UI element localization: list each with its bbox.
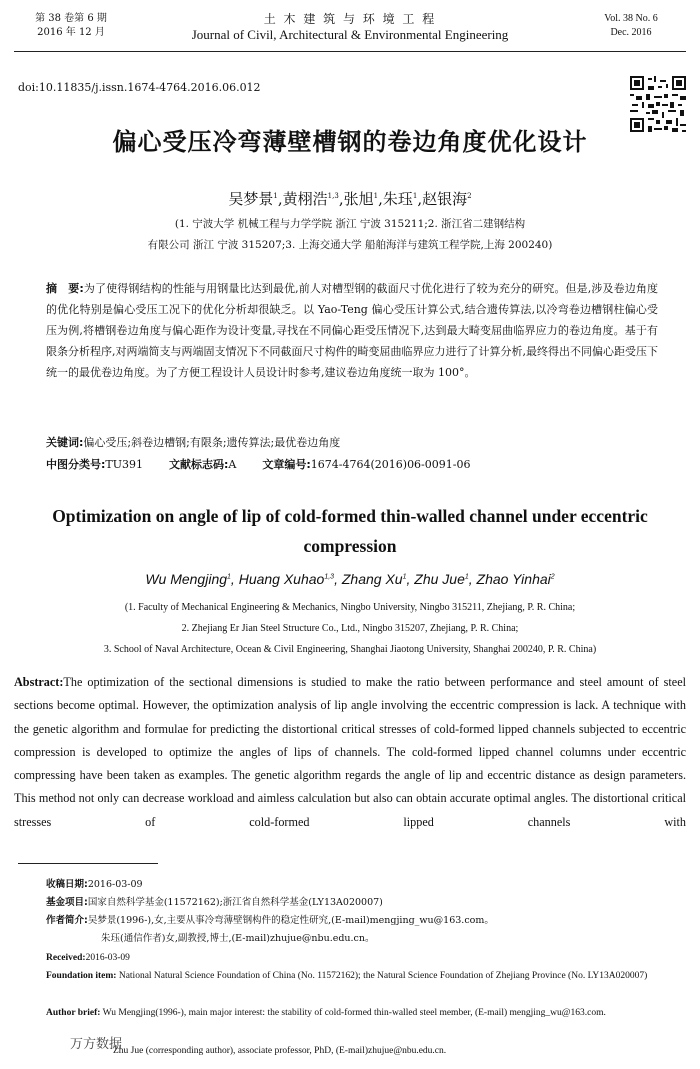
author-bio-value: 吴梦景(1996-),女,主要从事冷弯薄壁钢构件的稳定性研究,(E-mail)mengjing_wu@163.com。 bbox=[87, 915, 494, 926]
author-sup: 1 bbox=[227, 573, 231, 581]
author-cn: 赵银海 bbox=[422, 190, 468, 208]
footnote-fund bbox=[46, 895, 686, 910]
abstract-cn-text: 为了使得钢结构的性能与用钢量比达到最优,前人对槽型钢的截面尺寸优化进行了较为充分的研究。但是,涉及卷边角度的优化特别是偏心受压工况下的优化分析却很缺乏。以 Yao-Teng 偏心受压计算公式,结合遗传算法,以冷弯卷边槽钢柱偏心受压为例,将槽钢卷边角度与偏心距作为设计变量,寻找在不同偏心距受压情况下,达到最大畸变屈曲临界应力的卷边角度。基于有限条分析程序,对两端简支与两端固支情况下不同截面尺寸构件的畸变屈曲临界应力进行了计算分析,最终得出不同偏心距受压下统一的最优卷边角度。为了方便工程设计人员设计时参考,建议卷边角度统一取为 100°。 bbox=[46, 282, 658, 379]
received-en-label: Received: bbox=[46, 953, 86, 963]
article-number-label: 文章编号: bbox=[262, 458, 311, 471]
author-sup: 1 bbox=[464, 573, 469, 581]
journal-name-cn: 土 木 建 筑 与 环 境 工 程 bbox=[263, 12, 437, 26]
affiliation-line: (1. Faculty of Mechanical Engineering & Mechanics, Ningbo University, Ningbo 315211, Zhejiang, P. R. China; bbox=[124, 602, 576, 613]
footnote-author bbox=[46, 913, 686, 928]
brief-en-value-2: Zhu Jue (corresponding author), associate professor, PhD, (E-mail)zhujue@nbu.edu.cn. bbox=[113, 1046, 447, 1056]
affiliations-en bbox=[0, 597, 700, 660]
author-sup: 1 bbox=[402, 573, 407, 581]
footnote-brief-en bbox=[46, 1006, 686, 1021]
authors-cn: 吴梦景$^1$,黄栩浩$^{1,3}$,张旭$^1$,朱珏$^1$,赵银海$^2$ bbox=[228, 190, 472, 208]
abstract-cn-label: 摘 要: bbox=[46, 282, 84, 295]
classification-line bbox=[46, 455, 658, 475]
fund-value: 国家自然科学基金(11572162);浙江省自然科学基金(LY13A020007) bbox=[87, 897, 383, 908]
author-en: Zhang Xu bbox=[341, 571, 403, 587]
keywords-cn bbox=[46, 433, 658, 453]
author-sup: 1 bbox=[373, 192, 379, 200]
volume-issue-en: Vol. 38 No. 6 bbox=[604, 13, 658, 24]
author-en: Zhao Yinhai bbox=[476, 571, 551, 587]
author-sup: 1 bbox=[412, 192, 418, 200]
header-rule bbox=[14, 51, 686, 52]
clc-label: 中图分类号: bbox=[46, 458, 106, 471]
affiliations-cn bbox=[60, 214, 640, 256]
author-en: Zhu Jue bbox=[414, 571, 465, 587]
authors-en: Wu Mengjing$^1$, Huang Xuhao$^{1,3}$, Zhang Xu$^1$, Zhu Jue$^1$, Zhao Yinhai$^2$ bbox=[145, 571, 555, 587]
abstract-en-text: The optimization of the sectional dimensions is studied to make the ratio between performance and steel amount of steel sections become optimal. However, the optimization analysis of lip angle involving the eccentric compression is lack. A technique with the genetic algorithm and formulae for predicting the distortional critical stresses of cold-formed lipped channels subjected to eccentric compression is developed to optimize the angles of lips of channels. The cold-formed lipped channel columns under eccentric compressing have been taken as examples. The genetic algorithm regards the angle of lip and eccentric distance as design parameters. This method not only can decrease workload and aimless calculation but also can obtain accurate optimal angles. The distortional critical stresses of cold-formed lipped channels with bbox=[14, 675, 686, 829]
footnote-brief-en-2 bbox=[113, 1044, 683, 1059]
fund-label: 基金项目: bbox=[46, 897, 88, 908]
affiliation-line: (1. 宁波大学 机械工程与力学学院 浙江 宁波 315211;2. 浙江省二建钢结构 bbox=[174, 218, 526, 230]
received-en-value: 2016-03-09 bbox=[85, 953, 130, 963]
affiliation-line: 3. School of Naval Architecture, Ocean & Civil Engineering, Shanghai Jiaotong University, Shanghai 200240, P. R. China) bbox=[103, 644, 597, 655]
received-label: 收稿日期: bbox=[46, 879, 88, 890]
author-bio-value-2: 朱珏(通信作者)女,副教授,博士,(E-mail)zhujue@nbu.edu.cn。 bbox=[101, 933, 375, 944]
date-en: Dec. 2016 bbox=[610, 27, 652, 38]
footnote-received-en bbox=[46, 951, 686, 966]
header-volume-cn bbox=[26, 12, 116, 40]
author-bio-label: 作者简介: bbox=[46, 915, 88, 926]
abstract-en-label: Abstract: bbox=[14, 675, 64, 689]
author-sup: 1,3 bbox=[327, 192, 339, 200]
footnote-rule bbox=[18, 863, 158, 864]
brief-en-label: Author brief: bbox=[46, 1008, 101, 1018]
affiliation-line: 有限公司 浙江 宁波 315207;3. 上海交通大学 船舶海洋与建筑工程学院,上海 200240) bbox=[147, 239, 553, 251]
doc-code-value: A bbox=[228, 458, 237, 471]
author-cn: 朱珏 bbox=[382, 190, 413, 208]
received-value: 2016-03-09 bbox=[87, 879, 143, 890]
doi: doi:10.11835/j.issn.1674-4764.2016.06.012 bbox=[18, 81, 261, 94]
watermark: 万方数据 bbox=[70, 1037, 123, 1052]
article-number-value: 1674-4764(2016)06-0091-06 bbox=[310, 458, 471, 471]
date-cn: 2016 年 12 月 bbox=[37, 27, 105, 38]
abstract-en bbox=[14, 671, 686, 834]
header-volume-en bbox=[586, 12, 676, 40]
footnote-author-2 bbox=[34, 931, 700, 946]
volume-issue-cn: 第 38 卷第 6 期 bbox=[35, 13, 107, 24]
author-sup: 2 bbox=[467, 192, 472, 200]
header-journal bbox=[140, 12, 560, 42]
author-en: Huang Xuhao bbox=[238, 571, 325, 587]
abstract-cn bbox=[46, 278, 658, 383]
affiliation-line: 2. Zhejiang Er Jian Steel Structure Co., Ltd., Ningbo 315207, Zhejiang, P. R. China; bbox=[181, 623, 519, 634]
author-sup: 1,3 bbox=[324, 573, 335, 581]
author-sup: 2 bbox=[550, 573, 555, 581]
journal-name-en: Journal of Civil, Architectural & Environmental Engineering bbox=[191, 27, 509, 42]
author-cn: 张旭 bbox=[343, 190, 374, 208]
fund-en-value: National Natural Science Foundation of China (No. 11572162); the Natural Science Foundation of Zhejiang Province (No. LY13A020007) bbox=[118, 971, 648, 981]
keywords-label: 关键词: bbox=[46, 436, 84, 449]
title-en: Optimization on angle of lip of cold-formed thin-walled channel under eccentric compression bbox=[52, 506, 648, 556]
clc-value: TU391 bbox=[105, 458, 144, 471]
keywords-text: 偏心受压;斜卷边槽钢;有限条;遗传算法;最优卷边角度 bbox=[83, 436, 341, 449]
author-en: Wu Mengjing bbox=[145, 571, 228, 587]
footnote-fund-en bbox=[46, 969, 686, 984]
brief-en-value: Wu Mengjing(1996-), main major interest: the stability of cold-formed thin-walled steel member, (E-mail) mengjing_wu@163.com. bbox=[102, 1008, 606, 1018]
doc-code-label: 文献标志码: bbox=[169, 458, 229, 471]
author-cn: 吴梦景 bbox=[228, 190, 274, 208]
author-sup: 1 bbox=[273, 192, 278, 200]
fund-en-label: Foundation item: bbox=[46, 971, 117, 981]
footnote-received bbox=[46, 877, 686, 892]
title-cn: 偏心受压冷弯薄壁槽钢的卷边角度优化设计 bbox=[112, 127, 588, 156]
author-cn: 黄栩浩 bbox=[282, 190, 328, 208]
